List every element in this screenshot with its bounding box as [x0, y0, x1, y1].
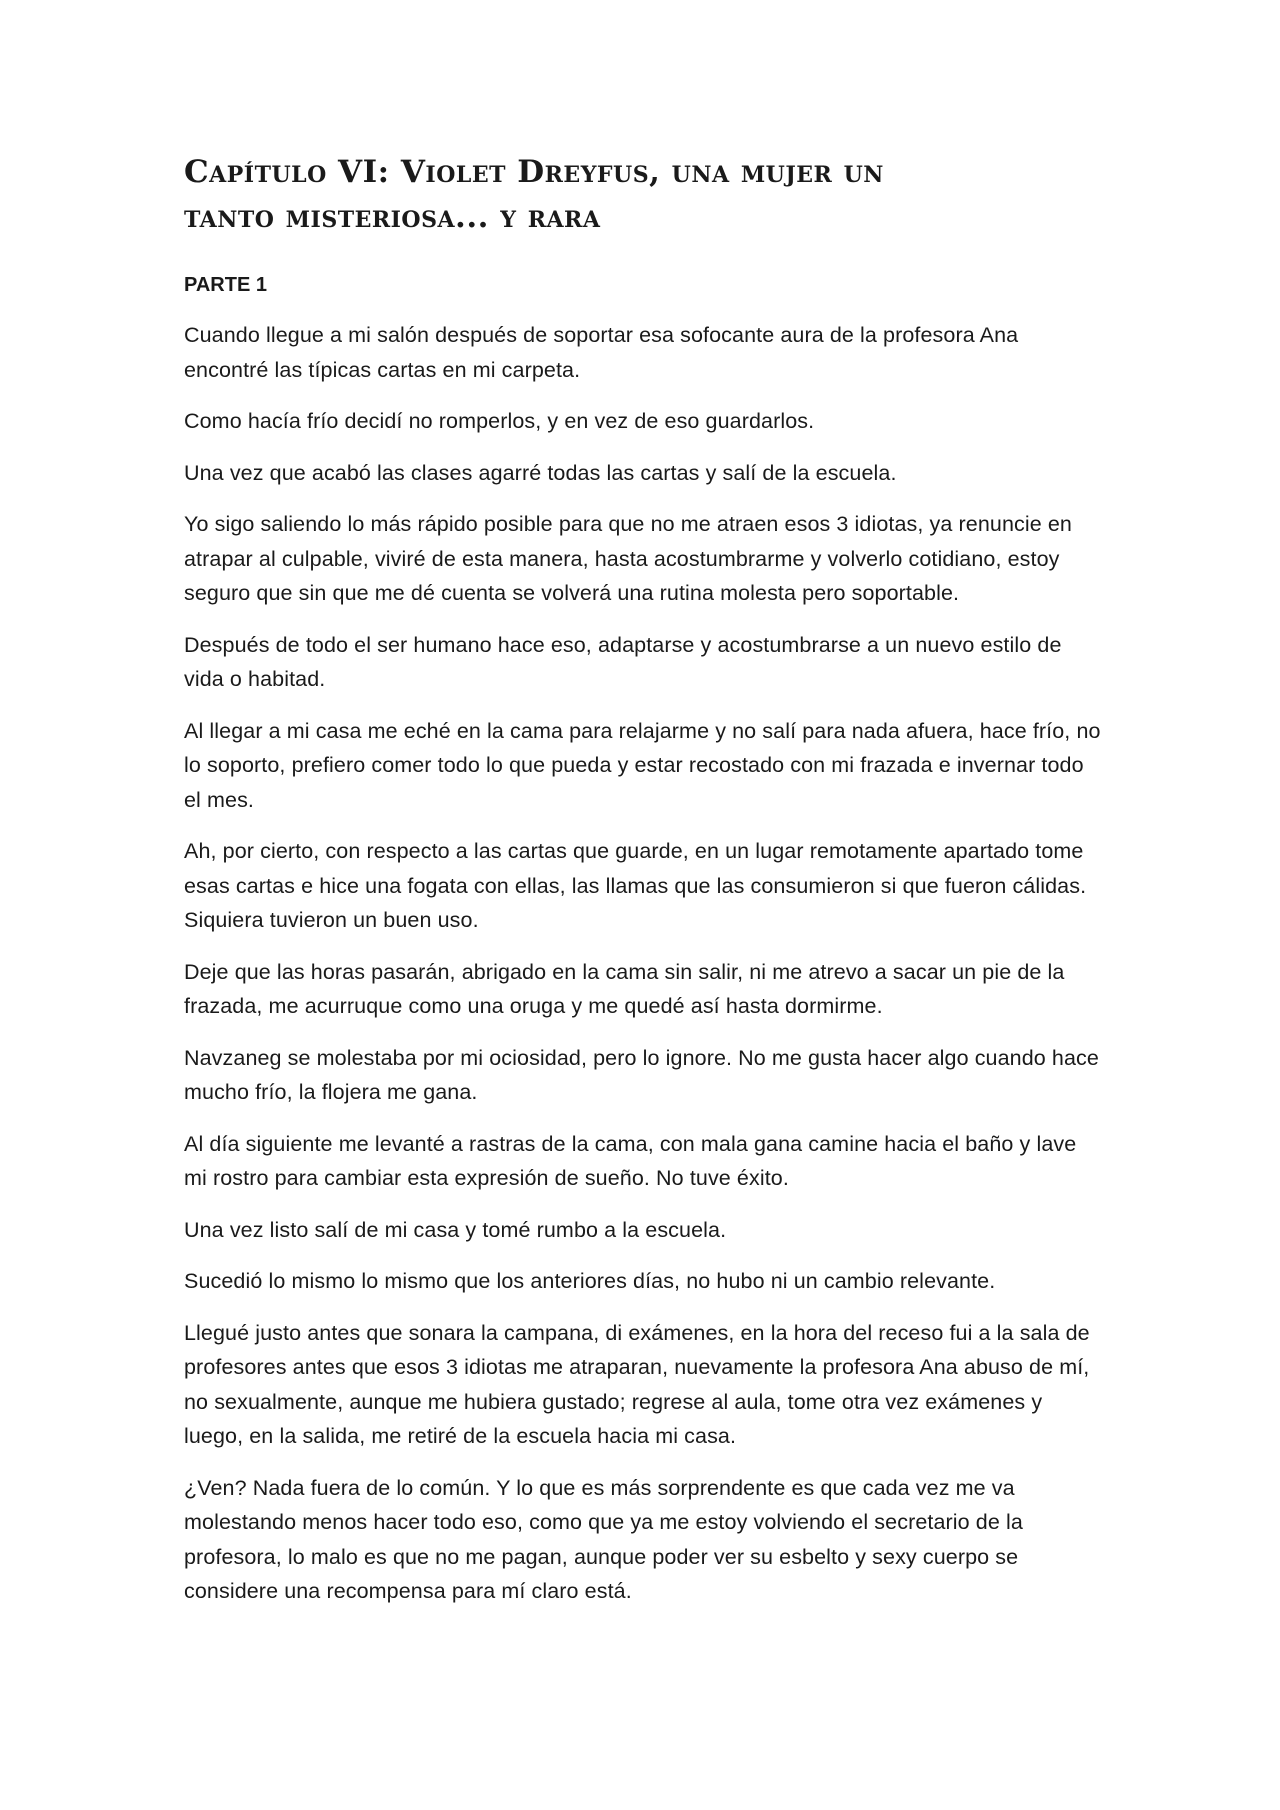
paragraph-14: ¿Ven? Nada fuera de lo común. Y lo que es más sorprendente es que cada vez me va molestando menos hacer todo eso, como que ya me estoy volviendo el secretario de la profesora, lo malo es que no me pagan, aunque poder ver su esbelto y sexy cuerpo se considere una recompensa para mí claro está. — [184, 1475, 1023, 1603]
paragraph-3: Una vez que acabó las clases agarré todas las cartas y salí de la escuela. — [184, 460, 897, 485]
paragraph-13: Llegué justo antes que sonara la campana, di exámenes, en la hora del receso fui a la sala de profesores antes que esos 3 idiotas me atraparan, nuevamente la profesora Ana abuso de mí, no sexualmente, aunque me hubiera gustado; regrese al aula, tome otra vez exámenes y luego, en la salida, me retiré de la escuela hacia mi casa. — [184, 1320, 1090, 1448]
chapter-title-line-1: Capítulo VI: Violet Dreyfus, una mujer un — [184, 154, 884, 190]
document-page — [184, 150, 1104, 1626]
chapter-title-line-2: tanto misteriosa... y rara — [184, 199, 601, 235]
part-heading: PARTE 1 — [184, 274, 267, 296]
paragraph-11: Una vez listo salí de mi casa y tomé rumbo a la escuela. — [184, 1217, 727, 1242]
paragraph-9: Navzaneg se molestaba por mi ociosidad, pero lo ignore. No me gusta hacer algo cuando hace mucho frío, la flojera me gana. — [184, 1045, 1099, 1104]
paragraph-1: Cuando llegue a mi salón después de soportar esa sofocante aura de la profesora Ana encontré las típicas cartas en mi carpeta. — [184, 323, 1019, 382]
body-text — [184, 318, 1104, 1609]
paragraph-2: Como hacía frío decidí no romperlos, y en vez de eso guardarlos. — [184, 409, 815, 433]
paragraph-5: Después de todo el ser humano hace eso, adaptarse y acostumbrarse a un nuevo estilo de vida o habitad. — [184, 632, 1062, 691]
paragraph-12: Sucedió lo mismo lo mismo que los anteriores días, no hubo ni un cambio relevante. — [184, 1269, 996, 1293]
paragraph-4: Yo sigo saliendo lo más rápido posible para que no me atraen esos 3 idiotas, ya renuncie en atrapar al culpable, viviré de esta manera, hasta acostumbrarme y volverlo cotidiano, estoy seguro que sin que me dé cuenta se volverá una rutina molesta pero soportable. — [184, 512, 1072, 605]
chapter-title — [184, 150, 1084, 240]
paragraph-8: Deje que las horas pasarán, abrigado en la cama sin salir, ni me atrevo a sacar un pie de la frazada, me acurruque como una oruga y me quedé así hasta dormirme. — [184, 959, 1065, 1018]
paragraph-7: Ah, por cierto, con respecto a las cartas que guarde, en un lugar remotamente apartado tome esas cartas e hice una fogata con ellas, las llamas que las consumieron si que fueron cálidas. Siquiera tuvieron un buen uso. — [184, 839, 1087, 932]
paragraph-10: Al día siguiente me levanté a rastras de la cama, con mala gana camine hacia el baño y lave mi rostro para cambiar esta expresión de sueño. No tuve éxito. — [184, 1131, 1077, 1190]
paragraph-6: Al llegar a mi casa me eché en la cama para relajarme y no salí para nada afuera, hace frío, no lo soporto, prefiero comer todo lo que pueda y estar recostado con mi frazada e invernar todo el mes. — [184, 718, 1101, 812]
